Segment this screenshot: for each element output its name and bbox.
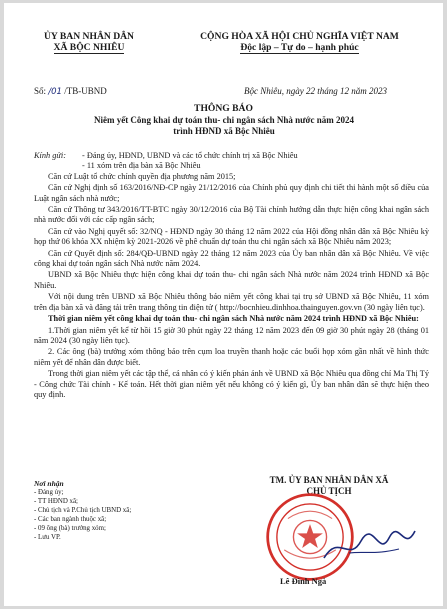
- document-page: [4, 3, 443, 606]
- number-handwritten: /01: [48, 87, 62, 97]
- number-prefix: Số:: [34, 86, 49, 96]
- national-motto: Độc lập – Tự do – hạnh phúc: [240, 42, 359, 53]
- national-header: [162, 31, 437, 54]
- document-date: Bộc Nhiêu, ngày 22 tháng 12 năm 2023: [244, 86, 387, 96]
- signer-name: Lê Đình Ngà: [280, 576, 327, 586]
- recipients-title: Nơi nhận: [34, 479, 64, 488]
- addressees: [34, 151, 429, 172]
- agency-name: ỦY BAN NHÂN DÂN: [44, 31, 134, 42]
- addressee-item: - 11 xóm trên địa bàn xã Bộc Nhiêu: [82, 161, 201, 171]
- addressee-item: - Đảng ủy, HĐND, UBND và các tổ chức chính trị xã Bộc Nhiêu: [82, 151, 298, 160]
- handwritten-signature-icon: [319, 523, 419, 573]
- subject-line-2: trình HĐND xã Bộc Nhiêu: [173, 126, 275, 136]
- recipient-item: - Đảng ủy;: [34, 489, 64, 496]
- body-paragraph: Với nội dung trên UBND xã Bộc Nhiêu thông báo niêm yết công khai tại trụ sở UBND xã Bộc Nhiêu, 11 xóm trên địa bàn xã và đăng tải trên trang thông tin điện tử ( http://bocnhieu.dinhhoa.thainguyen.gov.vn (30 ngày liên tục).: [34, 292, 429, 312]
- document-type: THÔNG BÁO: [194, 103, 253, 114]
- body-paragraph: 1.Thời gian niêm yết kể từ hồi 15 giờ 30 phút ngày 22 tháng 12 năm 2023 đến 09 giờ 30 phút ngày 28 (tháng 01 năm 2024 (30 ngày liên tục).: [34, 325, 429, 345]
- body-paragraph: Căn cứ Quyết định số: 284/QĐ-UBND ngày 22 tháng 12 năm 2023 của Ủy ban nhân dân xã Bộc Nhiêu. Về việc công khai dự toán ngân sách Nhà nước năm 2024.: [34, 248, 429, 269]
- recipient-item: - Các ban ngành thuộc xã;: [34, 516, 107, 523]
- body-paragraph: Trong thời gian niêm yết các tập thể, cá nhân có ý kiến phản ánh về UBND xã Bộc Nhiêu qua đồng chí Ma Thị Tý - Công chức Tài chính - Kế toán. Hết thời gian niêm yết nếu không có ý kiến gì, Ủy ban nhân dân sẽ thực hiện theo quy định.: [34, 369, 429, 399]
- document-subject: [24, 115, 424, 137]
- subject-line-1: Niêm yết Công khai dự toán thu- chi ngân sách Nhà nước năm 2024: [93, 115, 355, 125]
- signature-line-1: TM. ỦY BAN NHÂN DÂN XÃ: [269, 475, 389, 485]
- body-paragraph: 2. Các ông (bà) trưởng xóm thông báo trên cụm loa truyền thanh hoặc các buổi họp xóm gần nhất về hình thức niêm yết để nhân dân được biết.: [34, 347, 429, 367]
- body-paragraph: Căn cứ Luật tổ chức chính quyền địa phương năm 2015;: [48, 171, 236, 181]
- signature-line-2: CHỦ TỊCH: [306, 486, 352, 496]
- recipient-item: - Chủ tịch và P.Chủ tịch UBND xã;: [34, 507, 132, 514]
- body-paragraph: Căn cứ Nghị định số 163/2016/NĐ-CP ngày 21/12/2016 của Chính phủ quy định chi tiết thi hành một số điều của Luật ngân sách nhà nước;: [34, 183, 429, 203]
- body-heading: Thời gian niêm yết công khai dự toán thu- chi ngân sách Nhà nước năm 2024 trình HĐND xã Bộc Nhiêu:: [48, 314, 419, 324]
- recipient-item: - TT HĐND xã;: [34, 498, 78, 505]
- agency-header: [14, 31, 164, 54]
- body-paragraph: UBND xã Bộc Nhiêu thực hiện công khai dự toán thu- chi ngân sách Nhà nước năm 2024 trình HĐND xã Bộc Nhiêu.: [34, 270, 429, 290]
- document-body: [34, 151, 429, 401]
- recipients-block: [34, 479, 184, 542]
- recipient-item: - Lưu VP.: [34, 534, 61, 541]
- number-suffix: /TB-UBND: [61, 86, 107, 96]
- body-paragraph: Căn cứ vào Nghị quyết số: 32/NQ - HĐND ngày 30 tháng 12 năm 2022 của Hội đồng nhân dân xã Bộc Nhiêu kỳ họp thứ 06 khóa XX nhiệm kỳ 2021-2026 về phê chuẩn dự toán thu chi ngân sách xã Bộc Nhiêu năm 2023;: [34, 226, 429, 247]
- addressee-label: Kính gửi:: [34, 151, 66, 160]
- recipient-item: - 09 ông (bà) trưởng xóm;: [34, 525, 106, 532]
- document-number: [34, 86, 107, 97]
- agency-commune: XÃ BỘC NHIÊU: [53, 42, 125, 53]
- body-paragraph: Căn cứ Thông tư 343/2016/TT-BTC ngày 30/12/2016 của Bộ Tài chính hướng dẫn thực hiện công khai ngân sách nhà nước đối với các cấp ngân sách;: [34, 205, 429, 225]
- national-title: CỘNG HÒA XÃ HỘI CHỦ NGHĨA VIỆT NAM: [200, 31, 399, 42]
